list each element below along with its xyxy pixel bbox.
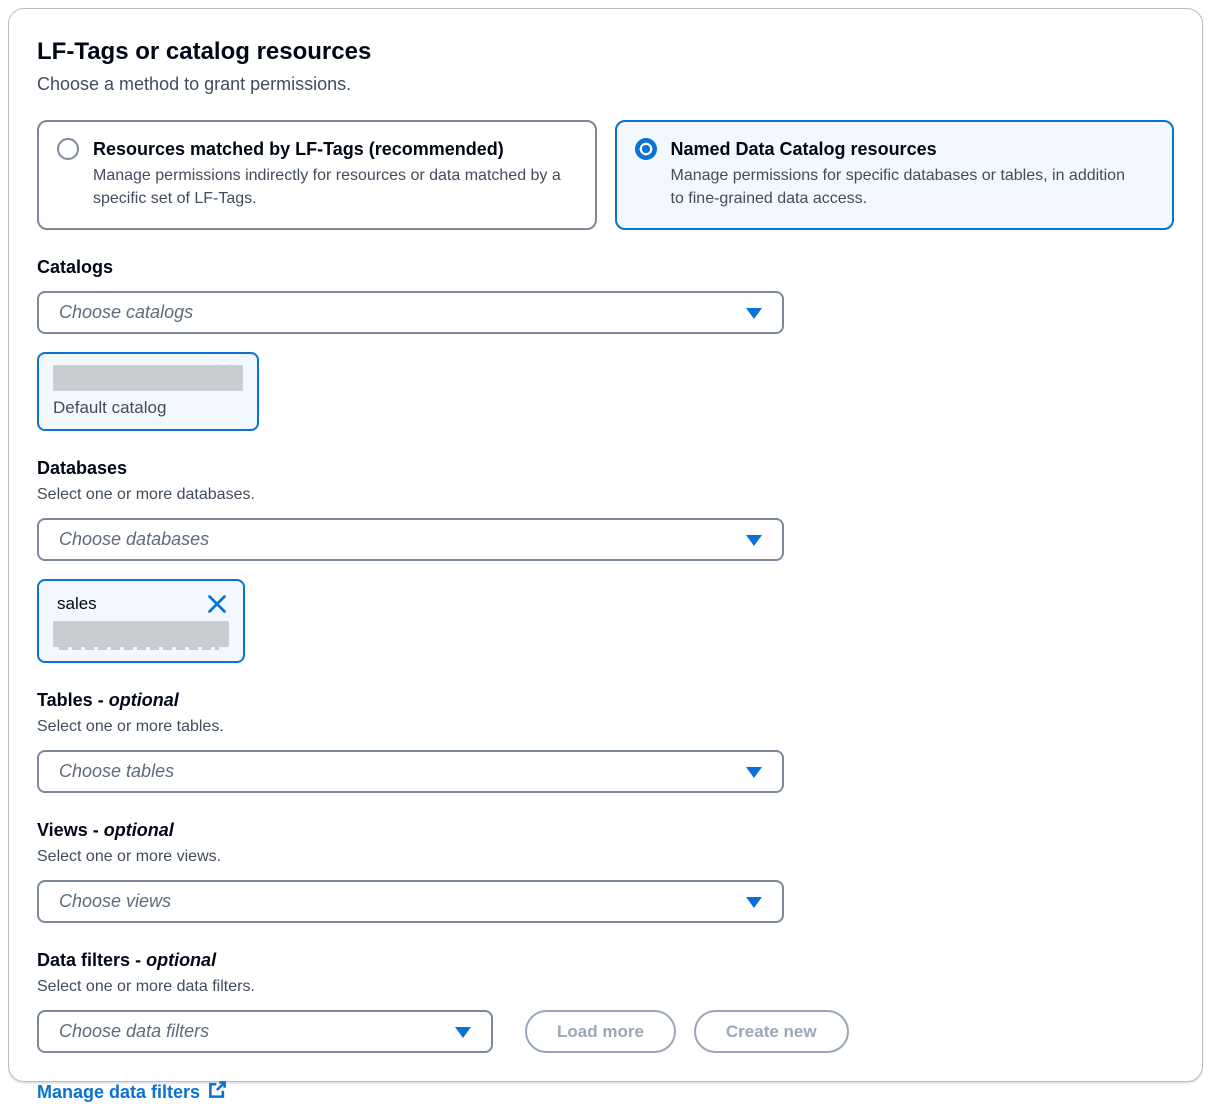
token-remove-button[interactable] [205,592,229,616]
load-more-button[interactable]: Load more [525,1010,676,1053]
tile-resources-matched-by-lf-tags[interactable] [37,120,597,230]
page-subtitle: Choose a method to grant permissions. [37,74,352,94]
optional-text: optional [103,820,174,840]
tile-description: Manage permissions indirectly for resources or data matched by a specific set of LF-Tags. [93,167,561,207]
data-filters-label [37,949,1174,972]
external-link-icon [208,1080,227,1104]
catalogs-select-placeholder: Choose catalogs [59,302,194,322]
tile-content [93,137,563,213]
databases-label: Databases [37,458,128,478]
tile-description: Manage permissions for specific databases or tables, in addition to fine-grained data access. [670,167,1125,207]
tile-label: Resources matched by LF-Tags (recommended) [93,139,504,159]
views-label-text: Views [37,820,88,840]
data-filters-description: Select one or more data filters. [37,978,255,995]
databases-select[interactable] [37,518,784,561]
tables-label-text: Tables [37,690,93,710]
database-token-label: sales [57,594,97,613]
chevron-down-icon [746,308,762,319]
views-description: Select one or more views. [37,848,222,865]
data-filters-label-text: Data filters [37,950,131,970]
create-new-button[interactable]: Create new [694,1010,849,1053]
label-separator: - [97,690,104,710]
manage-data-filters-link[interactable] [37,1080,227,1104]
catalog-token-label: Default catalog [53,398,167,417]
tile-content [671,137,1141,213]
data-filters-row [37,1010,1174,1053]
catalog-token-default-catalog [37,352,259,431]
data-filters-select[interactable] [37,1010,493,1053]
token-row [53,592,229,616]
data-filters-select-placeholder: Choose data filters [59,1021,210,1041]
chevron-down-icon [746,535,762,546]
tile-label: Named Data Catalog resources [670,139,937,159]
tile-named-data-catalog-resources[interactable] [615,120,1175,230]
chevron-down-icon [455,1027,471,1038]
catalogs-label: Catalogs [37,257,114,277]
chevron-down-icon [746,897,762,908]
optional-text: optional [146,950,217,970]
label-separator: - [92,820,99,840]
lf-tags-or-catalog-resources-panel [8,8,1203,1102]
radio-unchecked-icon[interactable] [57,138,79,160]
optional-text: optional [108,690,179,710]
chevron-down-icon [746,767,762,778]
tables-select-placeholder: Choose tables [59,761,175,781]
views-select-placeholder: Choose views [59,891,172,911]
tables-description: Select one or more tables. [37,718,224,735]
tables-label [37,689,1174,712]
page-title: LF-Tags or catalog resources [37,38,372,65]
redacted-catalog-id [53,365,243,391]
views-select[interactable] [37,880,784,923]
views-label [37,819,1174,842]
label-separator: - [135,950,142,970]
database-token-sales [37,579,245,663]
databases-select-placeholder: Choose databases [59,529,210,549]
method-tiles-group [37,120,1174,230]
databases-description: Select one or more databases. [37,486,255,503]
redacted-catalog-id [53,621,229,647]
radio-checked-icon[interactable] [635,138,657,160]
tables-select[interactable] [37,750,784,793]
catalogs-select[interactable] [37,291,784,334]
manage-data-filters-link-label: Manage data filters [37,1081,201,1102]
